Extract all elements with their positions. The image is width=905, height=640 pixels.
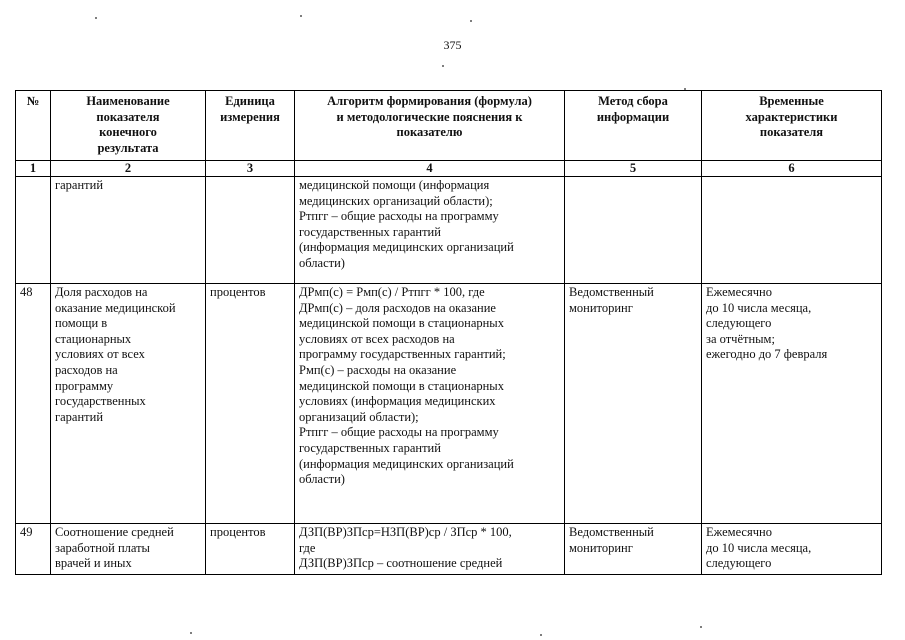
table-header-row [16,91,882,161]
method-cell: Ведомственный мониторинг [565,524,702,575]
header-unit: Единица измерения [206,91,295,161]
scan-speck [470,20,472,22]
row-number-cell: 49 [16,524,51,575]
indicators-table [15,90,882,575]
page-number: 375 [443,38,462,52]
header-algorithm: Алгоритм формирования (формула) и методологические пояснения к показателю [295,91,565,161]
algorithm-cell: медицинской помощи (информация медицинских организаций области); Ртпгг – общие расходы на программу государственных гарантий (информация медицинских организаций области) [295,177,565,284]
header-timing: Временные характеристики показателя [702,91,882,161]
column-number: 3 [206,161,295,177]
indicator-name-cell: гарантий [51,177,206,284]
unit-cell [206,177,295,284]
scan-speck [700,626,702,628]
scan-speck [95,17,97,19]
row-number-cell: 48 [16,284,51,524]
indicator-name-cell: Соотношение средней заработной платы врачей и иных [51,524,206,575]
algorithm-cell: ДЗП(ВР)ЗПср=НЗП(ВР)ср / ЗПср * 100, где ДЗП(ВР)ЗПср – соотношение средней [295,524,565,575]
column-number-row [16,161,882,177]
column-number: 2 [51,161,206,177]
unit-cell: процентов [206,284,295,524]
column-number: 4 [295,161,565,177]
unit-cell: процентов [206,524,295,575]
header-collection-method: Метод сбора информации [565,91,702,161]
method-cell: Ведомственный мониторинг [565,284,702,524]
scan-speck [190,632,192,634]
header-number: № [16,91,51,161]
scan-speck [442,65,444,67]
scan-speck [684,88,686,90]
row-number-cell [16,177,51,284]
timing-cell: Ежемесячно до 10 числа месяца, следующего за отчётным; ежегодно до 7 февраля [702,284,882,524]
algorithm-cell: ДРмп(с) = Рмп(с) / Ртпгг * 100, где ДРмп(с) – доля расходов на оказание медицинской помощи в стационарных условиях от всех расходов на программу государственных гарантий; Рмп(с) – расходы на оказание медицинской помощи в стационарных условиях (информация медицинских организаций области); Ртпгг – общие расходы на программу государственных гарантий (информация медицинских организаций области) [295,284,565,524]
header-indicator-name: Наименование показателя конечного результата [51,91,206,161]
method-cell [565,177,702,284]
table-row [16,177,882,284]
column-number: 1 [16,161,51,177]
table-row [16,524,882,575]
indicator-name-cell: Доля расходов на оказание медицинской помощи в стационарных условиях от всех расходов на программу государственных гарантий [51,284,206,524]
timing-cell [702,177,882,284]
scan-speck [300,15,302,17]
column-number: 6 [702,161,882,177]
table-row [16,284,882,524]
timing-cell: Ежемесячно до 10 числа месяца, следующего [702,524,882,575]
scan-speck [540,634,542,636]
column-number: 5 [565,161,702,177]
